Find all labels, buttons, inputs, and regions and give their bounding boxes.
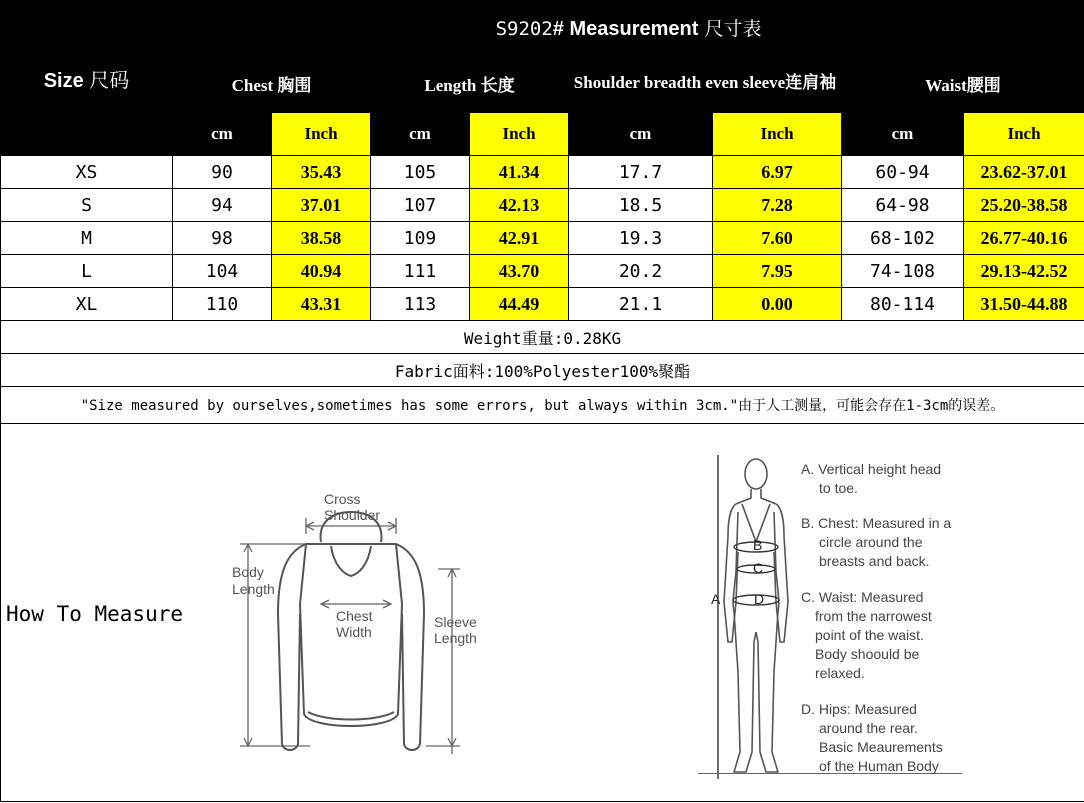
legend-line: breasts and back.	[819, 553, 930, 569]
measurement-legend	[801, 460, 951, 776]
length-cm-cell: 107	[371, 189, 470, 222]
body-letter-b: B	[753, 537, 763, 553]
legend-line: to toe.	[819, 480, 858, 496]
garment-diagram	[226, 484, 486, 754]
shoulder-cm-cell: 20.2	[569, 255, 713, 288]
size-label-en: Size	[43, 69, 84, 92]
body-letter-c: C	[753, 560, 764, 576]
disclaimer-row	[1, 387, 1084, 424]
unit-inch: Inch	[470, 113, 569, 156]
table-row	[1, 156, 1084, 189]
length-cm-cell: 111	[371, 255, 470, 288]
garment-label-body: Body	[232, 564, 264, 580]
table-row	[1, 189, 1084, 222]
waist-inch-cell: 26.77-40.16	[964, 222, 1084, 255]
shoulder-inch-cell: 0.00	[713, 288, 842, 321]
legend-line: Body shoould be	[815, 646, 920, 662]
weight-row	[1, 321, 1084, 354]
legend-line: relaxed.	[815, 665, 865, 681]
length-inch-cell: 42.13	[470, 189, 569, 222]
body-letter-d: D	[754, 591, 765, 607]
unit-cm: cm	[371, 113, 470, 156]
length-inch-cell: 44.49	[470, 288, 569, 321]
size-label-cn: 尺码	[89, 67, 130, 92]
shoulder-inch-cell: 6.97	[713, 156, 842, 189]
waist-inch-cell: 29.13-42.52	[964, 255, 1084, 288]
legend-line: D. Hips: Measured	[801, 701, 917, 717]
chest-inch-cell: 37.01	[272, 189, 371, 222]
body-letter-a: A	[711, 591, 721, 607]
shoulder-cm-cell: 17.7	[569, 156, 713, 189]
legend-line: Basic Meaurements	[819, 739, 943, 755]
group-shoulder: Shoulder breadth even sleeve连肩袖	[569, 54, 842, 113]
chest-cm-cell: 104	[173, 255, 272, 288]
waist-cm-cell: 74-108	[842, 255, 964, 288]
legend-line: from the narrowest	[815, 608, 932, 624]
garment-label-cross: Cross	[324, 491, 361, 507]
unit-inch: Inch	[272, 113, 371, 156]
chest-cm-cell: 90	[173, 156, 272, 189]
length-inch-cell: 42.91	[470, 222, 569, 255]
unit-cm: cm	[842, 113, 964, 156]
chest-inch-cell: 38.58	[272, 222, 371, 255]
chest-inch-cell: 43.31	[272, 288, 371, 321]
table-title	[173, 1, 1084, 54]
garment-label-width: Width	[336, 624, 372, 640]
garment-label-sleeve: Sleeve	[434, 614, 477, 630]
waist-inch-cell: 23.62-37.01	[964, 156, 1084, 189]
fabric-text: Fabric面料:100%Polyester100%聚酯	[1, 354, 1084, 387]
unit-inch: Inch	[964, 113, 1084, 156]
title-code: S9202	[495, 17, 553, 40]
garment-label-body-length: Length	[232, 581, 275, 597]
table-row	[1, 288, 1084, 321]
waist-inch-cell: 31.50-44.88	[964, 288, 1084, 321]
chest-cm-cell: 110	[173, 288, 272, 321]
table-row	[1, 222, 1084, 255]
length-cm-cell: 113	[371, 288, 470, 321]
title-bold: # Measurement	[552, 17, 699, 40]
body-diagram	[706, 452, 806, 797]
waist-cm-cell: 60-94	[842, 156, 964, 189]
size-cell: XS	[1, 156, 173, 189]
size-header	[1, 1, 173, 156]
shoulder-cm-cell: 19.3	[569, 222, 713, 255]
legend-line: around the rear.	[819, 720, 918, 736]
shoulder-inch-cell: 7.28	[713, 189, 842, 222]
fabric-row	[1, 354, 1084, 387]
waist-cm-cell: 80-114	[842, 288, 964, 321]
disclaimer-text: "Size measured by ourselves,sometimes has some errors, but always within 3cm."由于人工测量，可能会存在1-3cm的误差。	[1, 387, 1084, 424]
length-cm-cell: 105	[371, 156, 470, 189]
legend-line: A. Vertical height head	[801, 461, 942, 477]
length-inch-cell: 43.70	[470, 255, 569, 288]
shoulder-cm-cell: 18.5	[569, 189, 713, 222]
shoulder-inch-cell: 7.95	[713, 255, 842, 288]
waist-cm-cell: 64-98	[842, 189, 964, 222]
unit-cm: cm	[569, 113, 713, 156]
weight-text: Weight重量:0.28KG	[1, 321, 1084, 354]
size-cell: XL	[1, 288, 173, 321]
group-length: Length 长度	[371, 54, 569, 113]
how-to-measure-label: How To Measure	[6, 602, 184, 626]
waist-cm-cell: 68-102	[842, 222, 964, 255]
legend-line: C. Waist: Measured	[801, 589, 924, 605]
legend-line: point of the waist.	[815, 627, 924, 643]
garment-label-chest: Chest	[336, 608, 373, 624]
shoulder-inch-cell: 7.60	[713, 222, 842, 255]
legend-line: circle around the	[819, 534, 923, 550]
group-waist: Waist腰围	[842, 54, 1084, 113]
waist-inch-cell: 25.20-38.58	[964, 189, 1084, 222]
length-cm-cell: 109	[371, 222, 470, 255]
garment-label-sleeve-length: Length	[434, 630, 477, 646]
garment-label-shoulder: Shoulder	[324, 507, 381, 523]
unit-cm: cm	[173, 113, 272, 156]
group-chest: Chest 胸围	[173, 54, 371, 113]
chest-inch-cell: 35.43	[272, 156, 371, 189]
chest-cm-cell: 98	[173, 222, 272, 255]
size-cell: L	[1, 255, 173, 288]
legend-line: B. Chest: Measured in a	[801, 515, 952, 531]
size-cell: M	[1, 222, 173, 255]
table-row	[1, 255, 1084, 288]
title-cn: 尺寸表	[704, 17, 762, 40]
how-to-measure-row	[1, 424, 1084, 802]
chest-cm-cell: 94	[173, 189, 272, 222]
legend-line: of the Human Body	[819, 758, 939, 774]
shoulder-cm-cell: 21.1	[569, 288, 713, 321]
size-cell: S	[1, 189, 173, 222]
chest-inch-cell: 40.94	[272, 255, 371, 288]
unit-inch: Inch	[713, 113, 842, 156]
how-to-measure-cell	[1, 424, 1084, 802]
length-inch-cell: 41.34	[470, 156, 569, 189]
